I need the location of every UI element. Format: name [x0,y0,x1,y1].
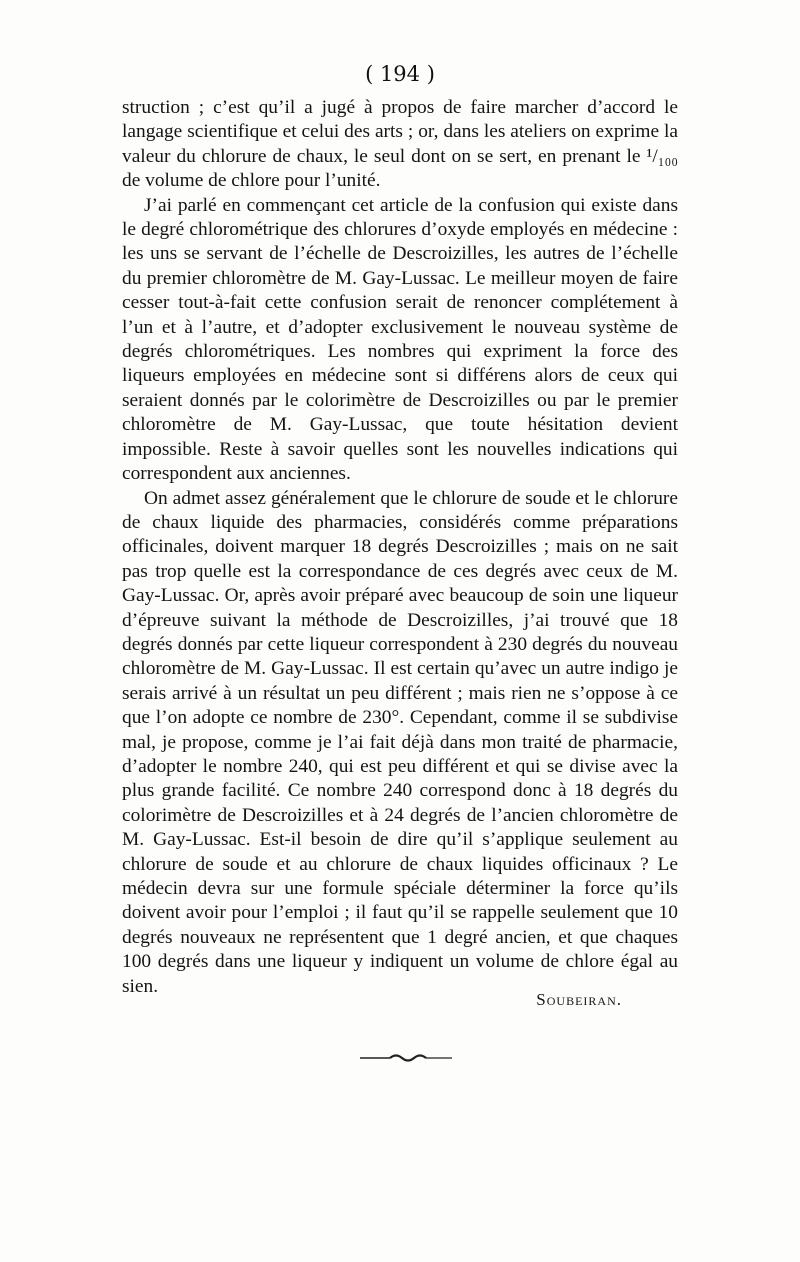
author-signature: Soubeiran. [536,990,622,1009]
paragraph-correspondence: On admet assez généralement que le chlorure de soude et le chlorure de chaux liquide des pharmacies, considérés comme préparations officinales, doivent marquer 18 degrés Descroizilles ; mais on ne sait pas trop quelle est la correspondance de ces degrés avec ceux de M. Gay-Lussac. Or, après avoir préparé avec beaucoup de soin une liqueur d’épreuve suivant la méthode de Descroizilles, j’ai trouvé que 18 degrés donnés par cette liqueur correspondent à 230 degrés du nouveau chloromètre de M. Gay-Lussac. Il est certain qu’avec un autre indigo je serais arrivé à un résultat un peu différent ; mais rien ne s’oppose à ce que l’on adopte ce nombre de 230°. Cependant, comme il se subdivise mal, je propose, comme je l’ai fait déjà dans mon traité de pharmacie, d’adopter le nombre 240, qui est peu différent et qui se divise avec la plus grande facilité. Ce nombre 240 correspond donc à 18 degrés du colorimètre de Descroizilles et à 24 degrés de l’ancien chloromètre de M. Gay-Lussac. Est-il besoin de dire qu’il s’applique seulement au chlorure de soude et au chlorure de chaux liquides officinaux ? Le médecin devra sur une formule spéciale déterminer la force qu’ils doivent avoir pour l’emploi ; il faut qu’il se rappelle seulement que 10 degrés nouveaux ne représentent que 1 degré ancien, et que chaques 100 degrés dans une liqueur y indiquent un volume de chlore égal au sien. [122,487,678,997]
ornament-divider-icon [358,1052,454,1064]
page-number: ( 194 ) [365,62,435,86]
paragraph-continuation: struction ; c’est qu’il a jugé à propos de faire marcher d’accord le langage scientifique et celui des arts ; or, dans les ateliers on exprime la valeur du chlorure de chaux, le seul dont on se sert, en prenant le ¹/₁₀₀ de volume de chlore pour l’unité. [122,97,678,192]
paragraph-confusion: J’ai parlé en commençant cet article de la confusion qui existe dans le degré chlorométrique des chlorures d’oxyde employés en médecine : les uns se servant de l’échelle de Descroizilles, les autres de l’échelle du premier chloromètre de M. Gay-Lussac. Le meilleur moyen de faire cesser tout-à-fait cette confusion serait de renoncer complétement à l’un et à l’autre, et d’adopter exclusivement le nouveau système de degrés chlorométriques. Les nombres qui expriment la force des liqueurs employées en médecine sont si différens alors de ceux qui seraient donnés par le colorimètre de Descroizilles ou par le premier chloromètre de M. Gay-Lussac, que toute hésitation devient impossible. Reste à savoir quelles sont les nouvelles indications qui correspondent aux anciennes. [122,194,678,485]
body-text [122,96,678,999]
